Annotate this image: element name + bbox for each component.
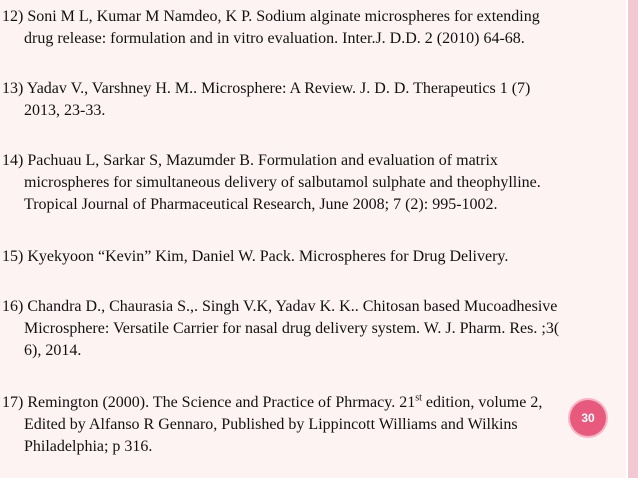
reference-16-line-3: 6), 2014. [24,342,82,359]
reference-17-line-2: Edited by Alfanso R Gennaro, Published by Lippincott Williams and Wilkins [24,416,518,433]
reference-16-line-2: Microsphere: Versatile Carrier for nasal drug delivery system. W. J. Pharm. Res. ;3( [24,320,560,337]
ordinal-superscript: st [415,392,422,404]
reference-13-line-1: 13) Yadav V., Varshney H. M.. Microsphere: A Review. J. D. D. Therapeutics 1 (7) [2,80,531,97]
reference-16 [2,296,624,362]
slide-right-border [626,0,638,478]
reference-15-line-1: 15) Kyekyoon “Kevin” Kim, Daniel W. Pack. Microspheres for Drug Delivery. [2,248,509,265]
reference-14 [2,150,624,216]
reference-16-line-1: 16) Chandra D., Chaurasia S.,. Singh V.K, Yadav K. K.. Chitosan based Mucoadhesive [2,298,558,315]
reference-12 [2,6,624,50]
reference-12-line-2: drug release: formulation and in vitro evaluation. Inter.J. D.D. 2 (2010) 64-68. [24,30,525,47]
reference-17-line-3: Philadelphia; p 316. [24,438,153,455]
reference-13 [2,78,624,122]
page-number-badge: 30 [570,400,606,436]
reference-15 [2,246,624,268]
reference-12-line-1: 12) Soni M L, Kumar M Namdeo, K P. Sodium alginate microspheres for extending [2,8,540,25]
reference-17 [2,392,624,458]
reference-14-line-2: microspheres for simultaneous delivery of salbutamol sulphate and theophylline. [24,174,541,191]
reference-17-line-1-tail: edition, volume 2, [421,394,543,411]
reference-17-line-1-text: 17) Remington (2000). The Science and Practice of Phrmacy. 21 [2,394,416,411]
reference-14-line-1: 14) Pachuau L, Sarkar S, Mazumder B. Formulation and evaluation of matrix [2,152,498,169]
reference-13-line-2: 2013, 23-33. [24,102,106,119]
reference-17-line-1 [2,392,624,414]
reference-14-line-3: Tropical Journal of Pharmaceutical Research, June 2008; 7 (2): 995-1002. [24,196,498,213]
